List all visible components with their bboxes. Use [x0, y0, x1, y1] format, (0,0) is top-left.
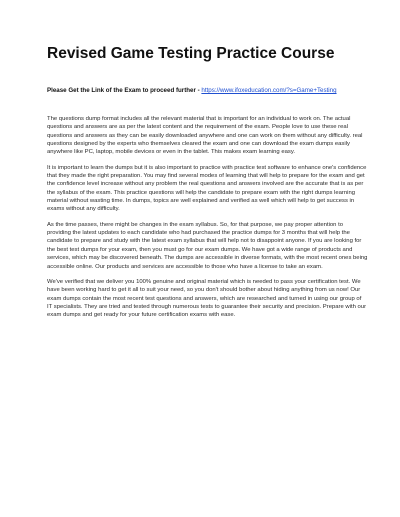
body-paragraph: We've verified that we deliver you 100% genuine and original material which is needed to pass your certification test. We have been working hard to get it all to suit your need, so you don't should bother about hiding anything from us now! Our exam dumps contain the most recent test questions and answers, which are researched and turned in using our group of IT specialists. They are tried and tested through numerous tests to guarantee their security and precision. Prepare with our exam dumps and get ready for your future certification exams with ease.	[47, 278, 367, 319]
body-paragraph: The questions dump format includes all the relevant material that is important for an individual to work on. The actual questions and answers are as per the latest content and the requirement of the exam. People love to use these real questions and answers as they can be easily downloaded anywhere and one can work on them without any difficulty. real questions designed by the experts who themselves cleared the exam and one can download the exam dumps easily anywhere like PC, laptop, mobile devices or even in the tablet. This makes exam learning easy.	[47, 116, 363, 156]
exam-link-prompt: Please Get the Link of the Exam to proceed further -	[47, 87, 202, 94]
body-paragraph: It is important to learn the dumps but it is also important to practice with practice test software to enhance one's confidence that they made the right preparation. You may find several modes of learning that will help to prepare for the exam and get the confidence level increase without any problem the real questions and answers involved are the accurate that is as per the syllabus of the exam. This practice questions will help the candidate to prepare exam with the right dumps learning material without wasting time. In dumps, topics are well explained and verified as well which will help to get success in exams without any difficulty.	[47, 164, 367, 213]
exam-link[interactable]: https://www.ifoxeducation.com/?s=Game+Testing	[201, 87, 337, 94]
document-title: Revised Game Testing Practice Course	[47, 45, 335, 62]
document-body	[47, 115, 368, 320]
exam-link-line	[47, 86, 368, 95]
body-paragraph: As the time passes, there might be changes in the exam syllabus. So, for that purpose, we pay proper attention to providing the latest updates to each candidate who had purchased the practice dumps for 3 months that will help the candidate to prepare and study with the latest exam syllabus that will help not to disappoint anyone. If you are looking for the best test dumps for your exam, then you must go for our exam dumps. We have got a wide range of products and services, which may be discovered beneath. The dumps are accessible in diverse formats, with the most recent ones being accessible online. Our products and services are accessible to those who have a license to take an exam.	[47, 221, 368, 270]
